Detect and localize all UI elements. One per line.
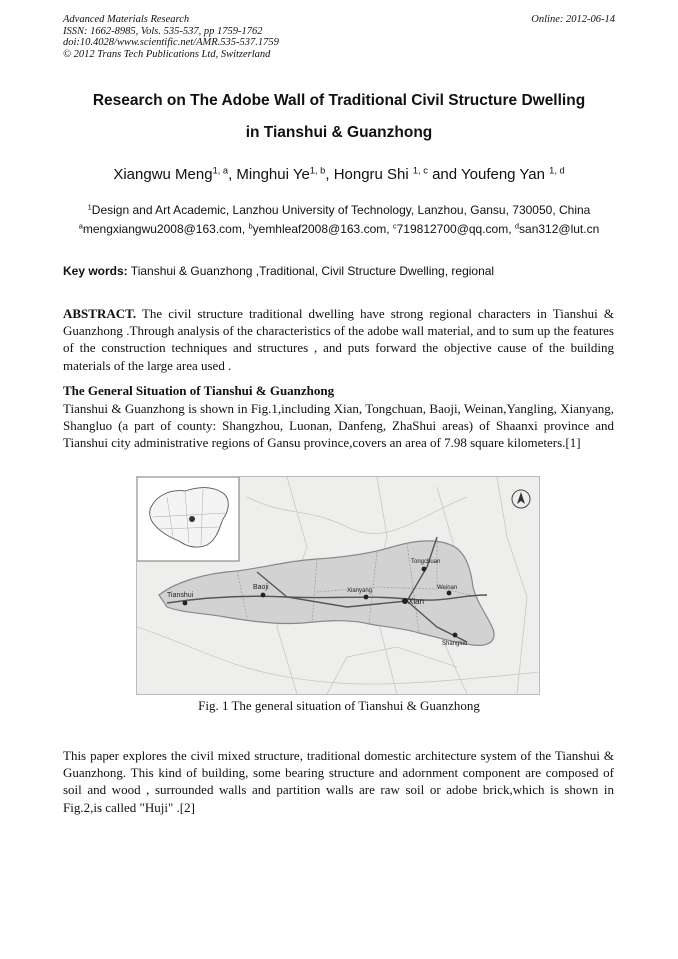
map-label-tongchuan: Tongchuan	[411, 559, 441, 565]
author-separator: ,	[325, 166, 334, 183]
author-name: Youfeng Yan	[461, 166, 550, 183]
author-sup: 1, b	[309, 165, 326, 176]
paper-title-line-2: in Tianshui & Guanzhong	[245, 124, 433, 141]
journal-name: Advanced Materials Research	[63, 14, 190, 25]
issn-line: ISSN: 1662-8985, Vols. 535-537, pp 1759-1762	[63, 25, 263, 37]
online-date: Online: 2012-06-14	[531, 14, 615, 25]
paper-title-line-1: Research on The Adobe Wall of Traditional Civil Structure Dwelling	[92, 92, 586, 109]
journal-header	[63, 14, 279, 60]
author-name: Hongru Shi	[333, 166, 413, 183]
email-link[interactable]: yemhleaf2008@163.com,	[252, 222, 393, 236]
author-separator: and	[427, 166, 461, 183]
email-list	[40, 222, 638, 236]
email-link[interactable]: mengxiangwu2008@163.com,	[82, 222, 249, 236]
inset-location-marker	[189, 516, 195, 522]
affiliation-sup: 1	[87, 202, 92, 212]
abstract	[63, 305, 614, 374]
doi-line[interactable]: doi:10.4028/www.scientific.net/AMR.535-537.1759	[63, 37, 279, 48]
keywords-text: Tianshui & Guanzhong ,Traditional, Civil Structure Dwelling, regional	[127, 264, 495, 278]
abstract-label: ABSTRACT.	[63, 306, 137, 321]
email-sup: b	[248, 221, 253, 231]
affiliation	[40, 203, 638, 217]
body-paragraph: This paper explores the civil mixed structure, traditional domestic architecture system of the Tianshui & Guanzhong. This kind of building, some bearing structure and adornment component are composed of soil and wood , surrounded walls and partition walls are raw soil or adobe brick,which is shown in Fig.2,is called "Huji" .[2]	[63, 748, 614, 815]
email-sup: a	[78, 221, 83, 231]
author-list	[40, 166, 638, 183]
map-graphic	[137, 477, 539, 694]
map-label-xianyang: Xianyang	[347, 588, 373, 594]
author-sup: 1, c	[412, 165, 428, 176]
keywords-label: Key words:	[63, 264, 128, 278]
map-label-shangluo: Shangluo	[442, 641, 468, 647]
email-link[interactable]: san312@lut.cn	[519, 222, 600, 236]
author-name: Minghui Ye	[236, 166, 310, 183]
figure-1-caption: Fig. 1 The general situation of Tianshui & Guanzhong	[198, 698, 480, 713]
copyright-line: © 2012 Trans Tech Publications Ltd, Switzerland	[63, 48, 271, 60]
author-name: Xiangwu Meng	[113, 166, 213, 183]
abstract-text: The civil structure traditional dwelling have strong regional characters in Tianshui & Guanzhong .Through analysis of the characteristics of the adobe wall material, and to sum up the features of the construction techniques and structures , and puts forward the objective cause of the building materials of the large area used .	[63, 306, 614, 373]
map-label-weinan: Weinan	[437, 585, 458, 591]
affiliation-text: Design and Art Academic, Lanzhou University of Technology, Lanzhou, Gansu, 730050, China	[91, 203, 591, 217]
author-sup: 1, d	[549, 165, 565, 176]
email-sup: c	[392, 221, 397, 231]
author-separator: ,	[228, 166, 237, 183]
section-paragraph: Tianshui & Guanzhong is shown in Fig.1,including Xian, Tongchuan, Baoji, Weinan,Yangling, Xianyang, Shangluo (a part of county: Shangzhou, Luonan, Danfeng, ZhaShui areas) of Shaanxi province and Tianshui city administrative regions of Gansu province,covers an area of 7.98 square kilometers.[1]	[63, 401, 614, 451]
email-link[interactable]: 719812700@qq.com,	[396, 222, 515, 236]
map-label-tianshui: Tianshui	[167, 592, 194, 599]
map-label-xian: Xian	[408, 597, 425, 606]
author-sup: 1, a	[212, 165, 229, 176]
section-heading: The General Situation of Tianshui & Guanzhong	[63, 383, 335, 398]
keywords	[63, 264, 623, 278]
email-sup: d	[514, 221, 520, 231]
figure-1-map	[136, 476, 540, 695]
map-label-baoji: Baoji	[253, 584, 269, 591]
